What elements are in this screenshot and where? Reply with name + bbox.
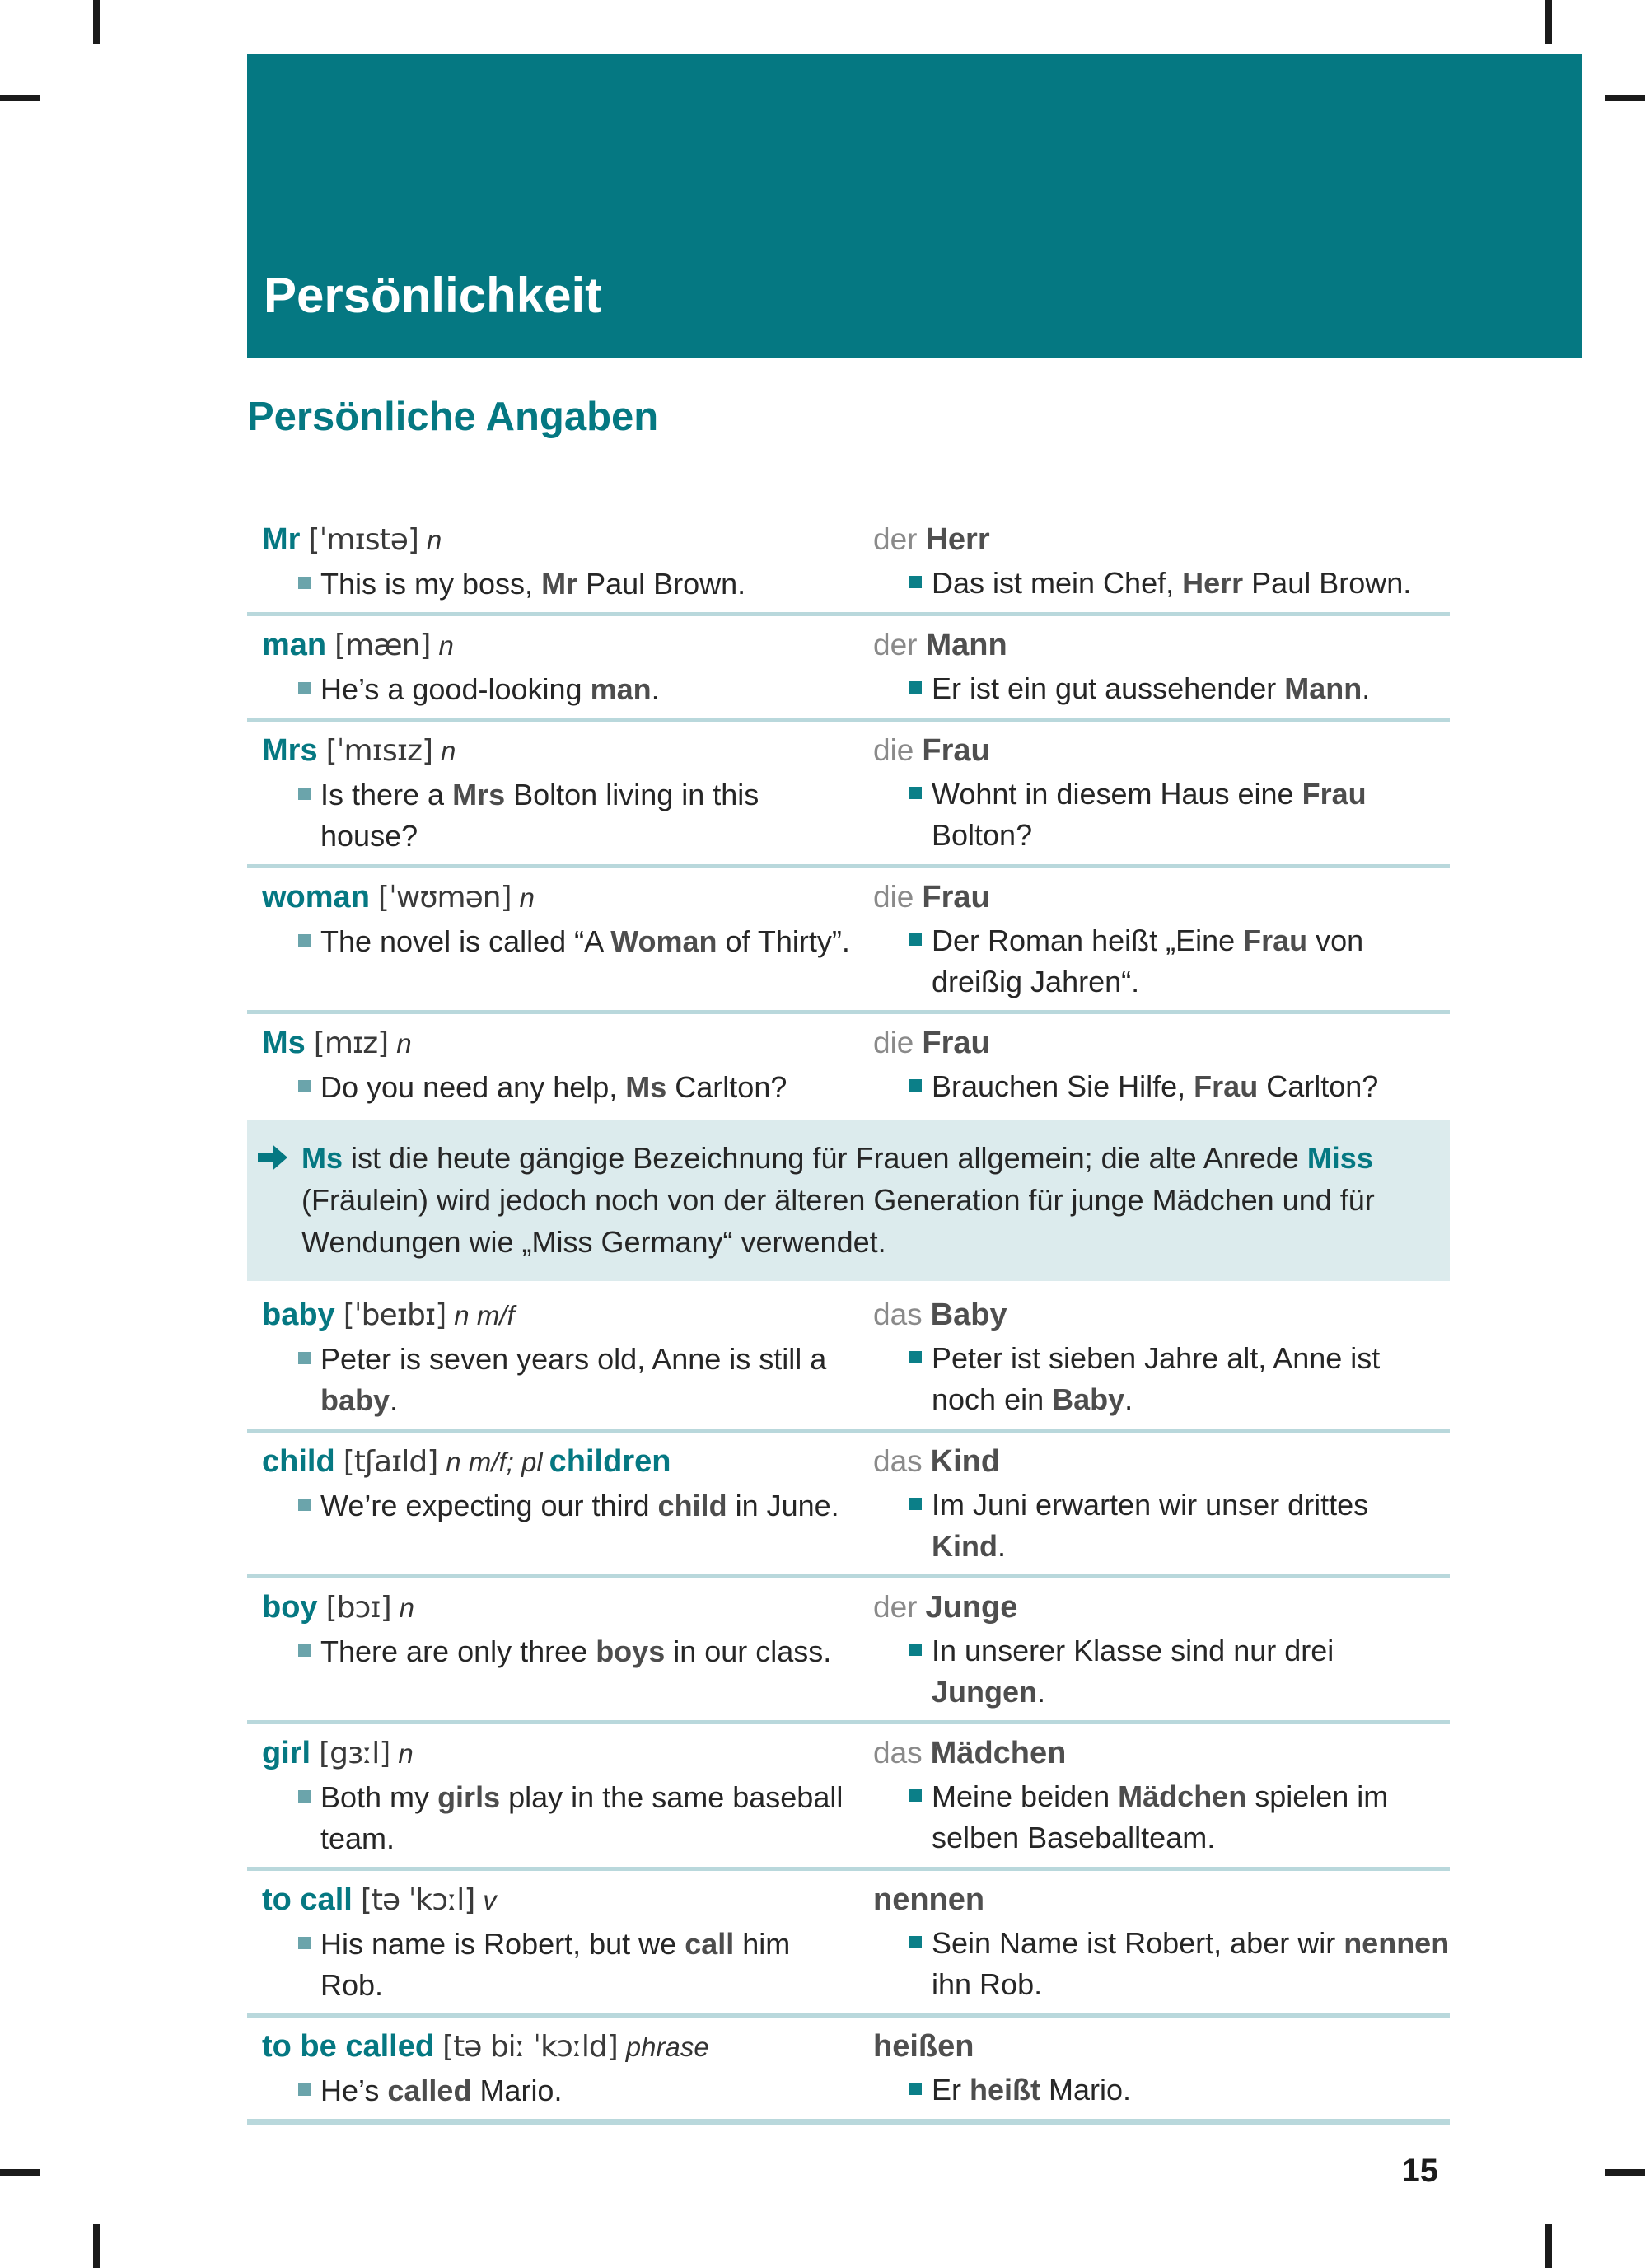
square-bullet-icon [298, 1937, 311, 1949]
translation-headline [873, 1293, 1450, 1336]
crop-mark [1605, 95, 1645, 101]
entry-headword: boy [262, 1590, 318, 1625]
german-headword: Frau [922, 733, 990, 768]
entry-headline [262, 1022, 861, 1065]
square-bullet-icon [909, 933, 922, 946]
entry-pos: n m/f [454, 1300, 515, 1330]
square-bullet-icon [298, 788, 311, 800]
example-german-text: In unserer Klasse sind nur drei Jungen. [932, 1634, 1334, 1709]
square-bullet-icon [298, 682, 311, 694]
entry-headline [262, 518, 861, 562]
crop-mark [0, 95, 40, 101]
entry-headword: girl [262, 1736, 311, 1770]
english-column [247, 1732, 861, 1859]
german-column [873, 729, 1450, 857]
english-column [247, 624, 861, 710]
translation-headline [873, 876, 1450, 919]
german-article: die [873, 1026, 914, 1059]
dictionary-entry [247, 1286, 1450, 1433]
german-headword: Frau [922, 1026, 990, 1060]
entry-headword: baby [262, 1298, 335, 1332]
example-german-text: Im Juni erwarten wir unser drittes Kind. [932, 1488, 1369, 1563]
german-column [873, 2025, 1450, 2111]
german-column [873, 1293, 1450, 1421]
english-column [247, 1878, 861, 2006]
example-german [873, 774, 1450, 856]
example-english [262, 2070, 861, 2111]
example-english-text: Do you need any help, Ms Carlton? [320, 1070, 787, 1104]
entry-headline [262, 729, 861, 773]
entry-phonetic: [mæn] [334, 629, 431, 662]
entry-pos: v [483, 1885, 497, 1915]
example-english-text: This is my boss, Mr Paul Brown. [320, 567, 746, 601]
example-english [262, 921, 861, 962]
english-column [247, 2025, 861, 2111]
example-english [262, 1067, 861, 1108]
example-english [262, 1631, 861, 1672]
entry-pos: n [519, 882, 535, 913]
translation-headline [873, 1440, 1450, 1483]
entry-phonetic: [ˈmɪsɪz] [325, 734, 433, 768]
entry-headword: to be called [262, 2029, 435, 2064]
translation-headline [873, 1022, 1450, 1064]
entry-pos: n [438, 630, 454, 661]
dictionary-entry [247, 2018, 1450, 2125]
example-english-text: He’s called Mario. [320, 2074, 563, 2107]
entry-headword: man [262, 628, 327, 662]
example-german [873, 668, 1450, 709]
entry-headword: to call [262, 1882, 353, 1917]
entry-pos: n [396, 1028, 412, 1059]
german-article: die [873, 880, 914, 914]
example-german-text: Wohnt in diesem Haus eine Frau Bolton? [932, 777, 1367, 852]
entry-phonetic: [tə ˈkɔːl] [360, 1883, 475, 1917]
square-bullet-icon [909, 1079, 922, 1092]
square-bullet-icon [298, 2083, 311, 2096]
dictionary-entry [247, 511, 1450, 616]
entry-headline [262, 624, 861, 667]
german-headword: Mann [925, 628, 1007, 662]
crop-mark [1605, 2169, 1645, 2176]
square-bullet-icon [298, 1790, 311, 1803]
german-headword: Junge [925, 1590, 1018, 1625]
example-german [873, 1630, 1450, 1713]
example-english-text: Peter is seven years old, Anne is still a baby. [320, 1342, 827, 1417]
page-number: 15 [1401, 2153, 1438, 2189]
square-bullet-icon [298, 1352, 311, 1364]
example-german-text: Er heißt Mario. [932, 2073, 1132, 2107]
german-column [873, 1732, 1450, 1859]
example-english [262, 774, 861, 857]
dictionary-entry [247, 1578, 1450, 1724]
example-german-text: Der Roman heißt „Eine Frau von dreißig Jahren“. [932, 924, 1364, 998]
example-english [262, 563, 861, 605]
example-english-text: We’re expecting our third child in June. [320, 1489, 839, 1522]
english-column [247, 1022, 861, 1108]
german-column [873, 876, 1450, 1003]
german-article: das [873, 1298, 923, 1331]
square-bullet-icon [909, 576, 922, 588]
square-bullet-icon [909, 787, 922, 799]
german-article: der [873, 522, 918, 556]
entry-pos: n [441, 736, 456, 766]
example-english-text: The novel is called “A Woman of Thirty”. [320, 924, 850, 958]
entry-headword: Mrs [262, 733, 318, 768]
crop-mark [0, 2169, 40, 2176]
translation-headline [873, 1732, 1450, 1775]
square-bullet-icon [909, 1351, 922, 1363]
square-bullet-icon [298, 577, 311, 589]
example-english-text: His name is Robert, but we call him Rob. [320, 1927, 791, 2002]
chapter-header [247, 54, 1582, 358]
translation-headline [873, 1878, 1450, 1921]
section-title: Persönliche Angaben [247, 395, 659, 439]
example-english [262, 1777, 861, 1859]
example-german-text: Das ist mein Chef, Herr Paul Brown. [932, 566, 1412, 600]
translation-headline [873, 729, 1450, 772]
entry-headline [262, 1732, 861, 1775]
translation-headline [873, 624, 1450, 666]
example-german [873, 2069, 1450, 2111]
german-headword: heißen [873, 2029, 974, 2064]
dictionary-entry [247, 1871, 1450, 2018]
english-column [247, 1293, 861, 1421]
entry-headword: Mr [262, 522, 301, 557]
english-column [247, 1440, 861, 1567]
entry-phonetic: [mɪz] [313, 1026, 389, 1060]
example-german-text: Brauchen Sie Hilfe, Frau Carlton? [932, 1069, 1379, 1103]
square-bullet-icon [909, 1936, 922, 1948]
crop-mark [93, 0, 100, 44]
square-bullet-icon [298, 934, 311, 947]
entry-headword: Ms [262, 1026, 306, 1060]
example-german [873, 1923, 1450, 2005]
entry-pos: n [426, 525, 442, 555]
german-column [873, 1586, 1450, 1713]
entry-headword: child [262, 1444, 335, 1479]
entry-plural-form: children [549, 1444, 671, 1479]
entry-headline [262, 1878, 861, 1922]
example-german [873, 563, 1450, 604]
example-german [873, 920, 1450, 1003]
entry-phonetic: [ˈbeɪbɪ] [343, 1298, 446, 1332]
entry-headline [262, 1293, 861, 1337]
german-column [873, 624, 1450, 710]
crop-mark [1545, 2224, 1552, 2268]
entry-phonetic: [bɔɪ] [325, 1591, 391, 1625]
entry-headline [262, 1440, 861, 1484]
square-bullet-icon [909, 1789, 922, 1802]
example-german-text: Sein Name ist Robert, aber wir nennen ihn Rob. [932, 1926, 1450, 2001]
entry-phonetic: [ˈmɪstə] [308, 523, 418, 557]
german-column [873, 518, 1450, 605]
dictionary-entry [247, 1433, 1450, 1578]
german-headword: Kind [930, 1444, 1001, 1479]
example-english [262, 1924, 861, 2006]
crop-mark [93, 2224, 100, 2268]
dictionary-entry [247, 1724, 1450, 1871]
entry-headline [262, 876, 861, 919]
example-german [873, 1338, 1450, 1420]
german-article: das [873, 1736, 923, 1770]
example-english [262, 1485, 861, 1527]
german-column [873, 1878, 1450, 2006]
square-bullet-icon [298, 1080, 311, 1092]
german-headword: nennen [873, 1882, 985, 1917]
english-column [247, 1586, 861, 1713]
entry-phonetic: [ˈwʊmən] [377, 881, 512, 914]
german-column [873, 1022, 1450, 1108]
example-english [262, 669, 861, 710]
example-german [873, 1066, 1450, 1107]
usage-note [247, 1120, 1450, 1281]
example-german-text: Meine beiden Mädchen spielen im selben Baseballteam. [932, 1779, 1389, 1854]
entry-pos: n [398, 1738, 414, 1769]
translation-headline [873, 2025, 1450, 2068]
chapter-title: Persönlichkeit [264, 268, 602, 323]
german-article: der [873, 1590, 918, 1624]
german-column [873, 1440, 1450, 1567]
dictionary-entry [247, 722, 1450, 868]
entry-pos: n [399, 1592, 415, 1623]
german-article: der [873, 628, 918, 662]
vocabulary-list [247, 511, 1450, 2190]
entry-phonetic: [tə biː ˈkɔːld] [442, 2030, 618, 2064]
german-article: das [873, 1444, 923, 1478]
example-german-text: Peter ist sieben Jahre alt, Anne ist noch ein Baby. [932, 1341, 1381, 1416]
square-bullet-icon [909, 2083, 922, 2095]
entry-pos: n m/f; pl [446, 1447, 543, 1477]
translation-headline [873, 518, 1450, 561]
german-headword: Mädchen [930, 1736, 1067, 1770]
entry-headword: woman [262, 880, 370, 914]
entry-headline [262, 2025, 861, 2069]
example-german [873, 1776, 1450, 1859]
example-german-text: Er ist ein gut aussehender Mann. [932, 671, 1371, 705]
entry-phonetic: [gɜːl] [319, 1737, 390, 1770]
square-bullet-icon [298, 1644, 311, 1657]
square-bullet-icon [298, 1499, 311, 1511]
german-headword: Baby [930, 1298, 1007, 1332]
entry-pos: phrase [625, 2032, 709, 2062]
usage-note-text: Ms ist die heute gängige Bezeichnung für Frauen allgemein; die alte Anrede Miss (Fräulein) wird jedoch noch von der älteren Generation für junge Mädchen und für Wendungen wie „Miss Germany“ verwendet. [301, 1141, 1375, 1259]
example-english-text: He’s a good-looking man. [320, 672, 660, 706]
english-column [247, 729, 861, 857]
square-bullet-icon [909, 681, 922, 694]
example-german [873, 1485, 1450, 1567]
square-bullet-icon [909, 1644, 922, 1656]
entry-phonetic: [tʃaɪld] [343, 1445, 438, 1479]
english-column [247, 876, 861, 1003]
dictionary-entry [247, 616, 1450, 722]
note-arrow-icon [258, 1145, 287, 1170]
german-headword: Frau [922, 880, 990, 914]
square-bullet-icon [909, 1498, 922, 1510]
german-headword: Herr [925, 522, 990, 557]
example-english-text: There are only three boys in our class. [320, 1634, 832, 1668]
english-column [247, 518, 861, 605]
translation-headline [873, 1586, 1450, 1629]
example-english [262, 1339, 861, 1421]
example-english-text: Both my girls play in the same baseball team. [320, 1780, 844, 1855]
crop-mark [1545, 0, 1552, 44]
entry-headline [262, 1586, 861, 1630]
dictionary-entry [247, 868, 1450, 1014]
german-article: die [873, 733, 914, 767]
dictionary-entry [247, 1014, 1450, 1115]
example-english-text: Is there a Mrs Bolton living in this house? [320, 778, 759, 853]
